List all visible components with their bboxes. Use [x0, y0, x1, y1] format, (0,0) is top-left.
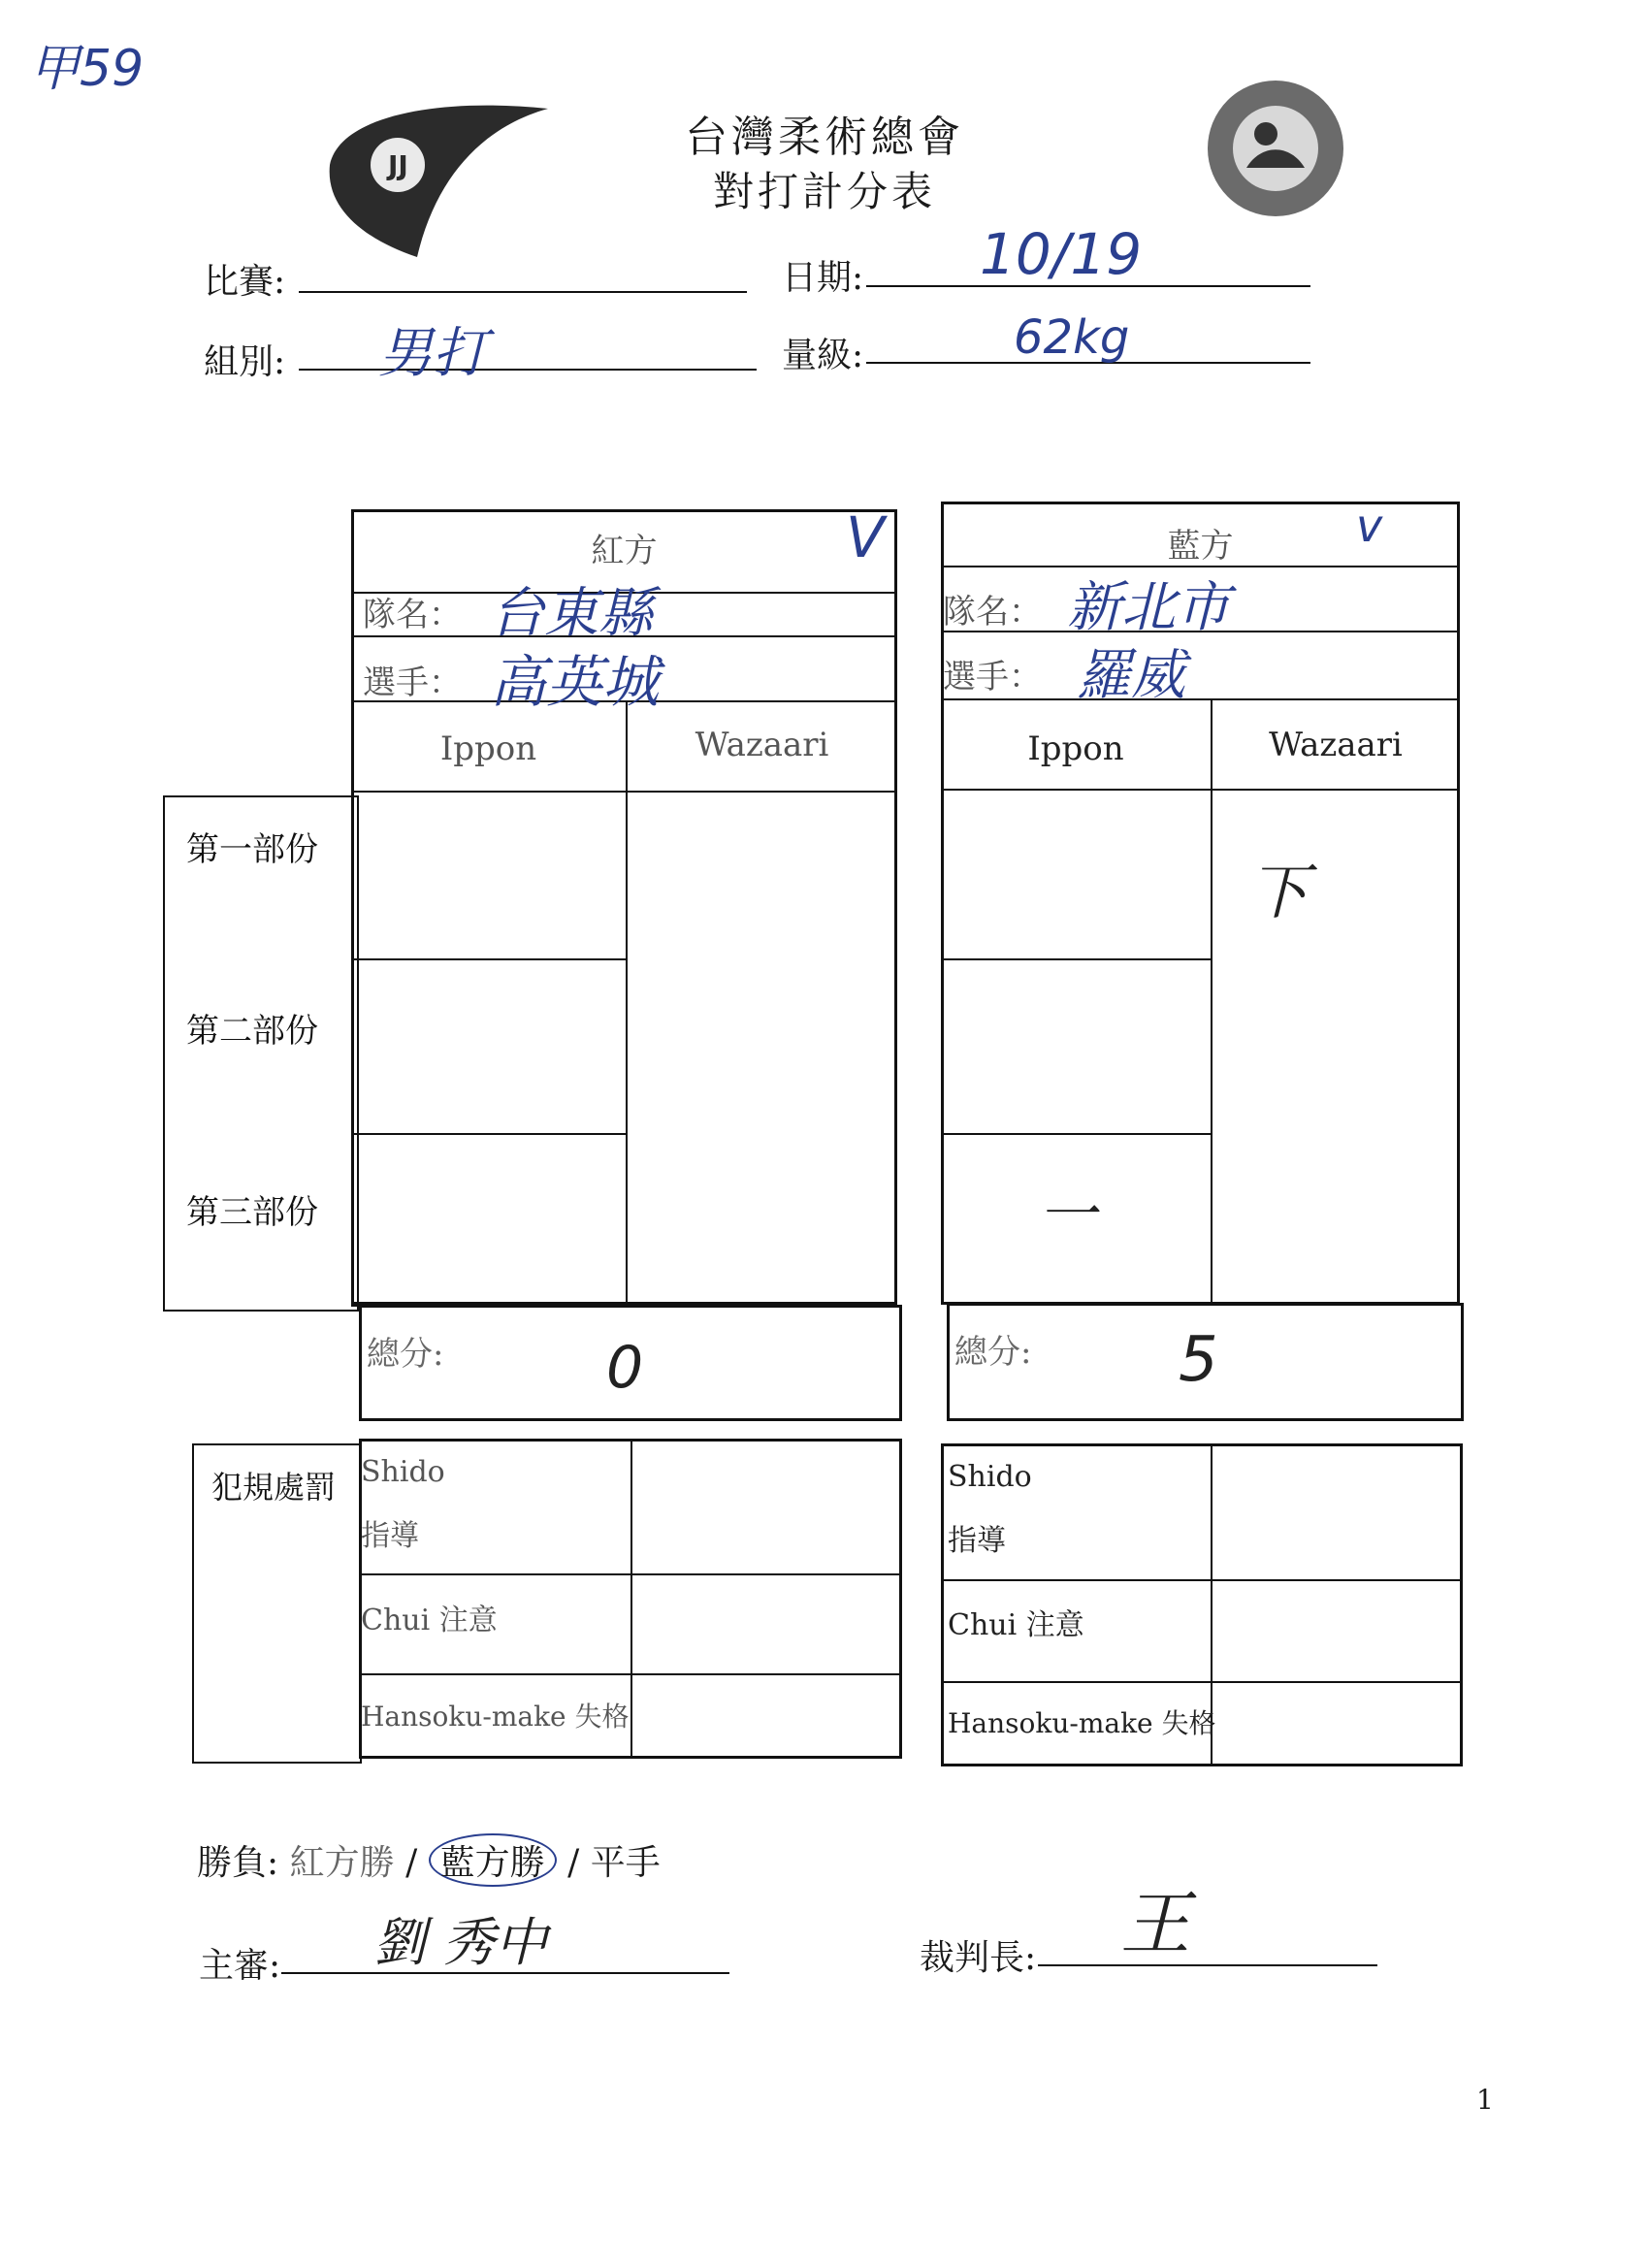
result-blue-win: 藍方勝: [429, 1833, 557, 1887]
blue-ippon-header: Ippon: [1027, 729, 1124, 768]
blue-check-mark: v: [1356, 500, 1383, 552]
red-shido-zh: 指導: [361, 1519, 419, 1553]
blue-chui: Chui 注意: [948, 1608, 1084, 1642]
blue-divider-part1: [941, 958, 1212, 960]
red-chui: Chui 注意: [361, 1604, 498, 1637]
red-total-value: 0: [606, 1334, 644, 1402]
blue-team-value: 新北市: [1067, 576, 1230, 639]
group-label: 組別:: [204, 342, 286, 382]
blue-hansoku: Hansoku-make 失格: [948, 1707, 1216, 1739]
blue-side-label: 藍方: [1167, 527, 1234, 566]
red-team-value: 台東縣: [490, 582, 653, 645]
group-value: 男打: [378, 322, 487, 385]
red-player-label: 選手：: [363, 664, 462, 702]
parts-label-box: [163, 795, 359, 1312]
blue-shido-en: Shido: [948, 1460, 1032, 1494]
blue-player-label: 選手：: [943, 658, 1042, 697]
red-divider-header: [351, 791, 897, 793]
svg-text:JJ: JJ: [388, 149, 408, 181]
blue-penalty-divider-2: [941, 1681, 1463, 1683]
red-shido-en: Shido: [361, 1455, 445, 1489]
red-check-mark: V: [846, 504, 885, 570]
blue-team-label: 隊名：: [943, 593, 1042, 632]
blue-ippon-part3: 一: [1038, 1182, 1096, 1249]
referee-label: 主審:: [199, 1946, 281, 1986]
blue-col-divider: [1211, 698, 1212, 1303]
red-divider-part2: [351, 1133, 627, 1135]
blue-wazaari-marks: 下: [1247, 857, 1309, 927]
group-line: [299, 369, 757, 371]
red-team-label: 隊名：: [363, 596, 462, 634]
chief-referee-line: [1038, 1964, 1377, 1966]
part-2-label: 第二部份: [186, 1012, 318, 1051]
competition-label: 比賽:: [204, 262, 286, 302]
red-player-value: 高英城: [490, 649, 660, 715]
result-sep-2: /: [567, 1843, 580, 1883]
blue-total-value: 5: [1179, 1324, 1218, 1396]
date-value: 10/19: [980, 221, 1143, 287]
weight-value: 62kg: [1014, 310, 1130, 365]
blue-divider-part2: [941, 1133, 1212, 1135]
result-label: 勝負:: [197, 1843, 279, 1883]
blue-total-label: 總分:: [954, 1333, 1032, 1372]
date-label: 日期:: [782, 258, 864, 298]
blue-penalty-divider-1: [941, 1579, 1463, 1581]
result-line: [197, 1833, 661, 1887]
part-1-label: 第一部份: [186, 830, 318, 869]
page-number: 1: [1476, 2084, 1494, 2116]
red-total-label: 總分:: [367, 1335, 444, 1374]
penalty-section-label: 犯規處罰: [211, 1469, 337, 1506]
corner-note: 甲59: [29, 40, 145, 98]
red-side-label: 紅方: [591, 532, 658, 570]
blue-divider-header: [941, 789, 1460, 791]
red-divider-part1: [351, 958, 627, 960]
chief-referee-label: 裁判長:: [920, 1938, 1037, 1978]
blue-wazaari-header: Wazaari: [1269, 726, 1403, 764]
red-col-divider: [626, 700, 628, 1305]
part-3-label: 第三部份: [186, 1193, 318, 1232]
blue-shido-zh: 指導: [948, 1524, 1006, 1558]
blue-divider-player: [941, 698, 1460, 700]
blue-player-value: 羅威: [1077, 644, 1185, 707]
result-red-win: 紅方勝: [289, 1843, 395, 1883]
red-penalty-divider-1: [359, 1573, 902, 1575]
red-penalty-divider-2: [359, 1673, 902, 1675]
red-penalty-col-divider: [630, 1439, 632, 1759]
red-wazaari-header: Wazaari: [695, 726, 829, 764]
red-hansoku: Hansoku-make 失格: [361, 1701, 630, 1733]
form-title: 台灣柔術總會: [685, 113, 964, 162]
red-ippon-header: Ippon: [439, 729, 537, 768]
referee-signature: 劉 秀中: [373, 1912, 548, 1973]
form-subtitle: 對打計分表: [712, 168, 936, 215]
competition-line: [299, 291, 747, 293]
result-sep-1: /: [405, 1843, 418, 1883]
weight-label: 量級:: [782, 336, 864, 375]
result-draw: 平手: [590, 1843, 661, 1883]
chief-referee-signature: 王: [1120, 1883, 1191, 1964]
